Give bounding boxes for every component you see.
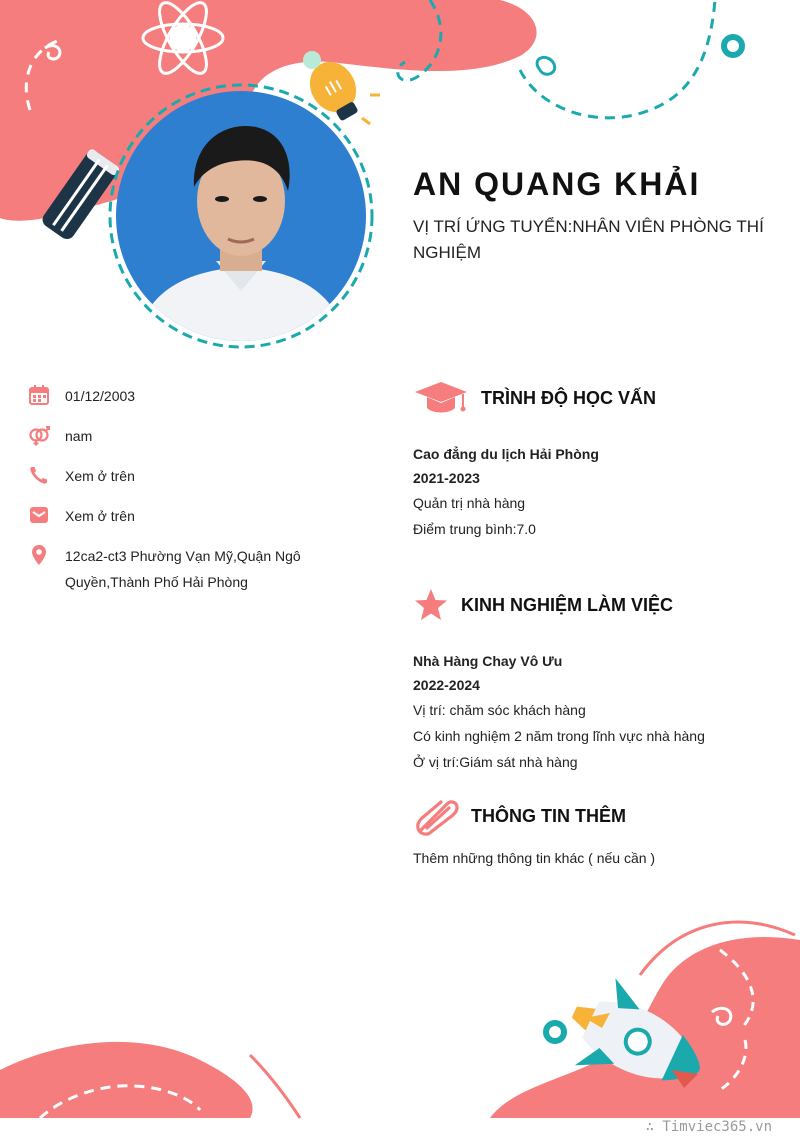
experience-company: Nhà Hàng Chay Vô Ưu bbox=[413, 653, 563, 669]
watermark-text: Timviec365.vn bbox=[662, 1119, 772, 1135]
calendar-icon bbox=[28, 384, 50, 406]
contact-email bbox=[28, 504, 358, 529]
education-section-header bbox=[413, 380, 656, 416]
extra-text: Thêm những thông tin khác ( nếu cần ) bbox=[413, 850, 656, 866]
phone-text: Xem ở trên bbox=[65, 468, 135, 484]
education-entry bbox=[413, 442, 783, 542]
contact-gender bbox=[28, 424, 358, 449]
education-school: Cao đẳng du lịch Hải Phòng bbox=[413, 446, 599, 462]
contact-info bbox=[28, 384, 358, 610]
experience-section-header bbox=[413, 588, 673, 622]
paperclip-icon bbox=[413, 796, 459, 836]
address-text: 12ca2-ct3 Phường Vạn Mỹ,Quận Ngô Quyền,Thành Phố Hải Phòng bbox=[65, 548, 301, 590]
location-icon bbox=[28, 544, 50, 566]
mail-icon bbox=[28, 504, 50, 526]
extra-entry bbox=[413, 845, 783, 871]
education-major: Quản trị nhà hàng bbox=[413, 495, 526, 511]
education-period: 2021-2023 bbox=[413, 470, 480, 486]
watermark: ∴ Timviec365.vn bbox=[645, 1119, 772, 1135]
avatar bbox=[116, 91, 366, 341]
extra-section-header bbox=[413, 796, 626, 836]
graduation-cap-icon bbox=[413, 380, 469, 416]
experience-heading: KINH NGHIỆM LÀM VIỆC bbox=[461, 594, 674, 615]
contact-phone bbox=[28, 464, 358, 489]
teal-ring-top bbox=[724, 37, 742, 55]
education-gpa: Điểm trung bình:7.0 bbox=[413, 521, 536, 537]
email-text: Xem ở trên bbox=[65, 508, 135, 524]
phone-icon bbox=[28, 464, 50, 486]
bottom-left-blob bbox=[0, 1042, 253, 1118]
profile-photo bbox=[116, 91, 366, 341]
position-title: VỊ TRÍ ỨNG TUYỂN:NHÂN VIÊN PHÒNG THÍ NGHIỆM bbox=[413, 217, 764, 262]
gender-icon bbox=[28, 424, 50, 446]
experience-detail-2: Ở vị trí:Giám sát nhà hàng bbox=[413, 754, 578, 770]
extra-heading: THÔNG TIN THÊM bbox=[471, 805, 626, 826]
contact-address bbox=[28, 544, 358, 595]
teal-ring-bottom bbox=[546, 1023, 564, 1041]
experience-entry bbox=[413, 649, 783, 775]
dob-text: 01/12/2003 bbox=[65, 388, 136, 404]
gender-text: nam bbox=[65, 428, 93, 444]
star-icon bbox=[413, 588, 449, 622]
candidate-name: AN QUANG KHẢI bbox=[413, 166, 701, 202]
experience-detail-1: Có kinh nghiệm 2 năm trong lĩnh vực nhà hàng bbox=[413, 728, 705, 744]
experience-period: 2022-2024 bbox=[413, 677, 480, 693]
experience-role: Vị trí: chăm sóc khách hàng bbox=[413, 702, 586, 718]
education-heading: TRÌNH ĐỘ HỌC VẤN bbox=[481, 387, 656, 408]
contact-dob bbox=[28, 384, 358, 409]
